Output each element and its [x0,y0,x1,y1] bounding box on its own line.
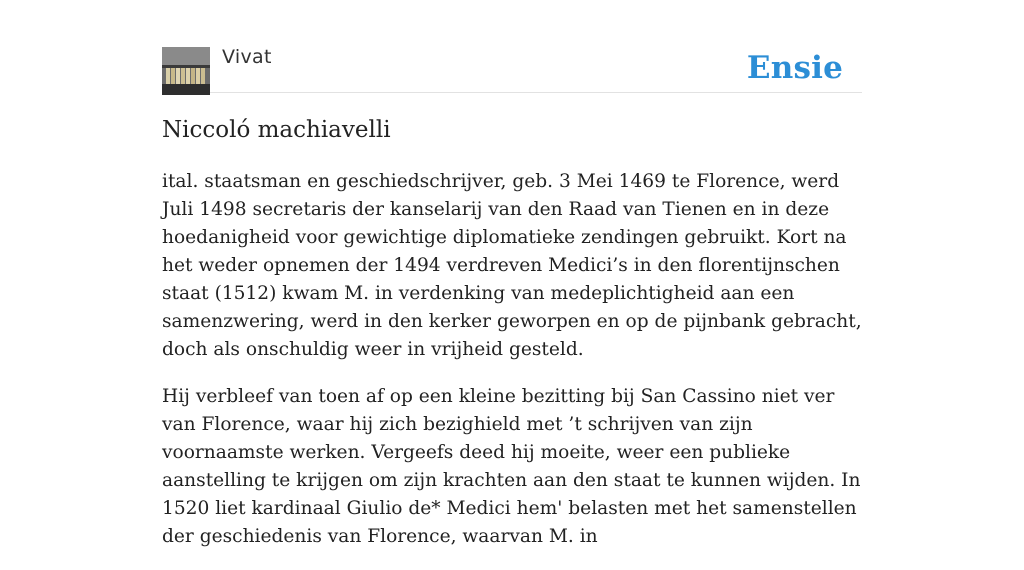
header [162,0,862,93]
books-avatar-icon[interactable] [162,47,210,95]
page-title: Niccoló machiavelli [162,117,391,143]
ensie-logo[interactable]: Ensie [746,50,843,86]
paragraph: Hij verbleef van toen af op een kleine bezitting bij San Cassino niet ver van Florence, waar hij zich bezighield met ’t schrijven van zijn voornaamste werken. Vergeefs deed hij moeite, weer een publieke aanstelling te krijgen om zijn krachten aan den staat te kunnen wijden. In 1520 liet kardinaal Giulio de* Medici hem' belasten met het samenstellen der geschiedenis van Florence, waarvan M. in [162,386,861,547]
author-name[interactable]: Vivat [222,46,272,68]
paragraph: ital. staatsman en geschiedschrijver, geb. 3 Mei 1469 te Florence, werd Juli 1498 secretaris der kanselarij van den Raad van Tienen en in deze hoedanigheid voor gewichtige diplomatieke zendingen gebruikt. Kort na het weder opnemen der 1494 verdreven Medici’s in den florentijnschen staat (1512) kwam M. in verdenking van medeplichtigheid aan een samenzwering, werd in den kerker geworpen en op de pijnbank gebracht, doch als onschuldig weer in vrijheid gesteld. [162,171,862,360]
article-body [162,168,867,570]
